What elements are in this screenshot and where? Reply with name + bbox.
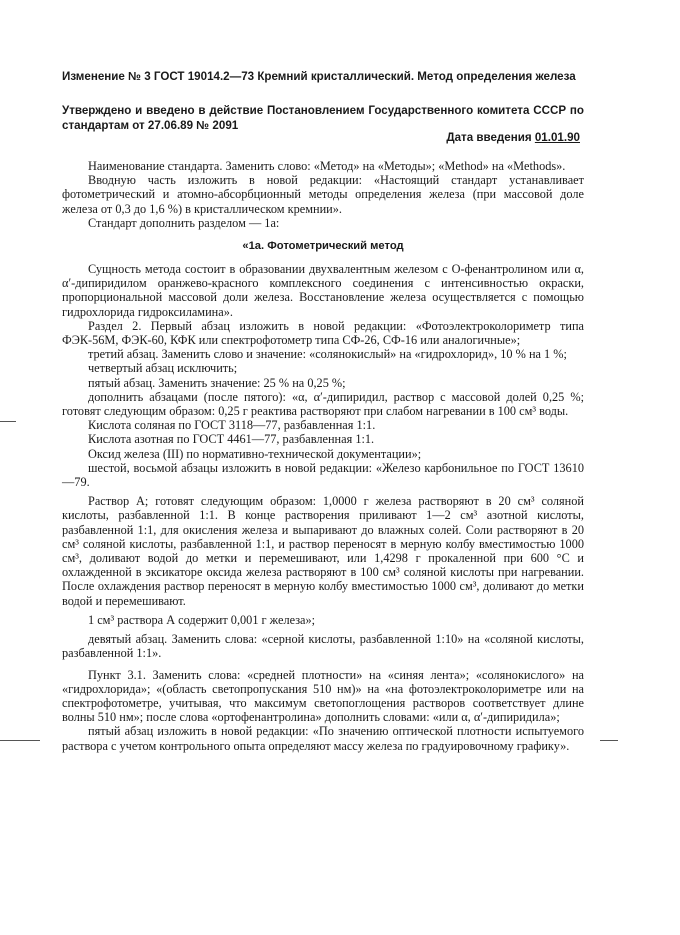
paragraph: пятый абзац. Заменить значение: 25 % на 0,25 %; — [88, 375, 346, 390]
paragraph: Стандарт дополнить разделом — 1а: — [88, 215, 280, 230]
paragraph: Раздел 2. Первый абзац изложить в новой редакции: «Фотоэлектроколориметр типа ФЭК-56М, ФЭК-60, КФК или спектрофотометр типа СФ-26, СФ-16 или аналогичные»; — [62, 318, 584, 348]
margin-mark — [600, 740, 618, 741]
paragraph: Раствор А; готовят следующим образом: 1,0000 г железа растворяют в 20 см³ соляной кислоты, разбавленной 1:1. В конце растворения приливают 1—2 см³ азотной кислоты, разбавленной 1:1, для окисления железа и выпаривают до влажных солей. Соли растворяют в 20 см³ соляной кислоты, разбавленной 1:1, и раствор переносят в мерную колбу вместимостью 1000 см³, доливают водой до метки и перемешивают, или 1,4298 г прокаленной при 600 °С и охлажденной в эксикаторе оксида железа растворяют в 100 см³ соляной кислоты при нагревании. После охлаждения раствор переносят в мерную колбу вместимостью 1000 см³, доливают до метки водой и перемешивают. — [62, 494, 584, 608]
paragraph: дополнить абзацами (после пятого): «α, α′-дипиридил, раствор с массовой долей 0,25 %; готовят следующим образом: 0,25 г реактива растворяют при слабом нагревании в 100 см³ воды. — [62, 389, 584, 419]
document-body — [62, 159, 584, 753]
paragraph: пятый абзац изложить в новой редакции: «По значению оптической плотности испытуемого раствора с учетом контрольного опыта определяют массу железа по градуировочному графику». — [62, 724, 584, 753]
effective-date-value: 01.01.90 — [534, 131, 580, 144]
paragraph: девятый абзац. Заменить слова: «серной кислоты, разбавленной 1:10» на «соляной кислоты, разбавленной 1:1». — [62, 632, 584, 661]
paragraph: Вводную часть изложить в новой редакции: «Настоящий стандарт устанавливает фотометрический и атомно-абсорбционный методы определения железа (при массовой доле железа от 0,3 до 1,6 %) в кристаллическом кремнии». — [62, 173, 584, 216]
paragraph: Наименование стандарта. Заменить слово: «Метод» на «Методы»; «Method» на «Methods». — [88, 159, 566, 173]
approval-statement: Утверждено и введено в действие Постановлением Государственного комитета СССР по стандартам от 27.06.89 № 2091 — [62, 104, 584, 132]
paragraph: Пункт 3.1. Заменить слова: «средней плотности» на «синяя лента»; «солянокислого» на «гидрохлорида»; «(область светопропускания 510 нм)» на «на фотоэлектроколориметре или на спектрофотометре, учитывая, что максимум светопоглощения растворов соответствует длине волны 510 нм»; после слова «ортофенантролина» дополнить словами: «или α, α′-дипиридила»; — [62, 667, 584, 725]
effective-date-label: Дата введения — [446, 131, 532, 144]
effective-date — [446, 131, 580, 146]
paragraph: четвертый абзац исключить; — [88, 361, 238, 376]
margin-mark — [0, 740, 40, 741]
margin-mark — [0, 421, 16, 422]
paragraph: Кислота соляная по ГОСТ 3118—77, разбавленная 1:1. — [88, 418, 376, 433]
paragraph: 1 см³ раствора А содержит 0,001 г железа»; — [88, 612, 316, 627]
amendment-title: Изменение № 3 ГОСТ 19014.2—73 Кремний кристаллический. Метод определения железа — [62, 70, 576, 83]
paragraph: Сущность метода состоит в образовании двухвалентным железом с О-фенантролином или α, α′-дипиридилом оранжево-красного комплексного соединения с интенсивностью окраски, пропорциональной массовой доли железа. Восстановление железа осуществляется с помощью гидрохлорида гидроксиламина». — [62, 262, 584, 319]
paragraph: третий абзац. Заменить слово и значение: «солянокислый» на «гидрохлорид», 10 % на 1 %; — [88, 347, 567, 362]
paragraph: Кислота азотная по ГОСТ 4461—77, разбавленная 1:1. — [88, 432, 375, 447]
paragraph: шестой, восьмой абзацы изложить в новой редакции: «Железо карбонильное по ГОСТ 13610—79. — [62, 460, 584, 490]
section-heading: «1а. Фотометрический метод — [242, 240, 404, 253]
paragraph: Оксид железа (III) по нормативно-технической документации»; — [88, 446, 422, 461]
